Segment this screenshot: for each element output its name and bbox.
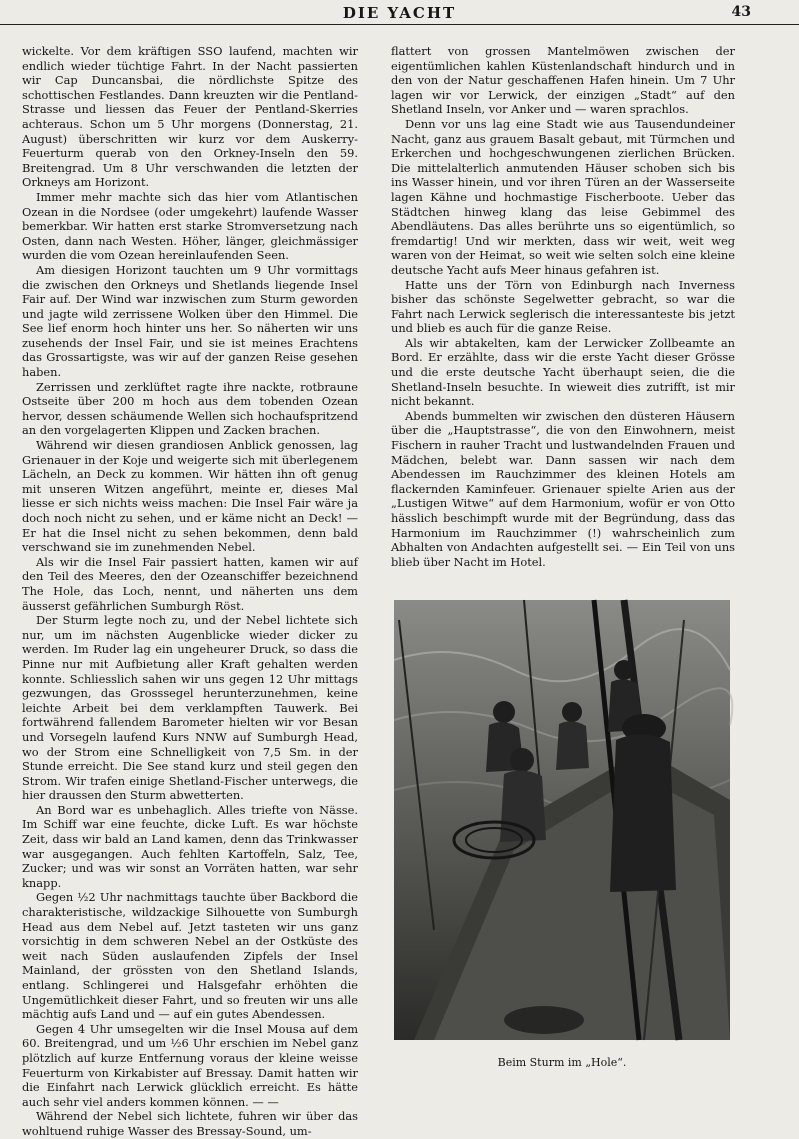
paragraph: Zerrissen und zerklüftet ragte ihre nackte, rotbraune Ostseite über 200 m hoch aus dem tobenden Ozean hervor, dessen schäumende Wellen sich hochaufspritzend an den vorgelagerten Klippen und Zacken brachen.	[22, 379, 358, 438]
left-column	[22, 44, 358, 1138]
paragraph: Denn vor uns lag eine Stadt wie aus Tausendundeiner Nacht, ganz aus grauem Basalt gebaut, mit Türmchen und Erkerchen und hochgeschwungenen zierlichen Brücken. Die mittelalterlich anmutenden Häuser schoben sich bis ins Wasser hinein, und vor ihren Türen an der Wasserseite lagen Kähne und hochmastige Fischerboote. Ueber das Städtchen hinweg klang das leise Gebimmel des Abendläutens. Das alles berührte uns so eigentümlich, so fremdartig! Und wir merkten, dass wir weit, weit weg waren von der Heimat, so weit wie selten solch eine kleine deutsche Yacht aufs Meer hinaus gefahren ist.	[391, 116, 735, 277]
paragraph: Am diesigen Horizont tauchten um 9 Uhr vormittags die zwischen den Orkneys und Shetlands liegende Insel Fair auf. Der Wind war inzwischen zum Sturm geworden und jagte wild zerrissene Wolken über den Himmel. Die See lief enorm hoch hinter uns her. So näherten wir uns zusehends der Insel Fair, und sie ist meines Erachtens das Grossartigste, was wir auf der ganzen Reise gesehen haben.	[22, 262, 358, 380]
figure-caption: Beim Sturm im „Hole“.	[497, 1056, 627, 1069]
photo-illustration	[394, 600, 730, 1040]
page-header	[0, 0, 799, 25]
paragraph: Der Sturm legte noch zu, und der Nebel lichtete sich nur, um im nächsten Augenblicke wieder dicker zu werden. Im Ruder lag ein ungeheurer Druck, so dass die Pinne nur mit Aufbietung aller Kraft gehalten werden konnte. Schliesslich sahen wir uns gegen 12 Uhr mittags gezwungen, das Grosssegel herunterzunehmen, keine leichte Arbeit bei dem verklampften Tauwerk. Bei fortwährend fallendem Barometer hielten wir vor Besan und Vorsegeln laufend Kurs NNW auf Sumburgh Head, wo der Strom eine Schnelligkeit von 7,5 Sm. in der Stunde erreicht. Die See stand kurz und steil gegen den Strom. Wir trafen einige Shetland-Fischer unterwegs, die hier draussen den Sturm abwetterten.	[22, 613, 358, 803]
page-number: 43	[731, 4, 751, 20]
paragraph: wickelte. Vor dem kräftigen SSO laufend, machten wir endlich wieder tüchtige Fahrt. In der Nacht passierten wir Cap Duncansbai, die nördlichste Spitze des schottischen Festlandes. Dann kreuzten wir die Pentland-Strasse und liessen das Feuer der Pentland-Skerries achteraus. Schon um 5 Uhr morgens (Donnerstag, 21. August) überschritten wir kurz vor dem Auskerry-Feuerturm querab von den Orkney-Inseln den 59. Breitengrad. Um 8 Uhr verschwanden die letzten der Orkneys am Horizont.	[22, 44, 358, 190]
paragraph: Als wir die Insel Fair passiert hatten, kamen wir auf den Teil des Meeres, den der Ozeanschiffer bezeichnend The Hole, das Loch, nennt, und näherten uns dem äusserst gefährlichen Sumburgh Röst.	[22, 554, 358, 613]
paragraph: Während wir diesen grandiosen Anblick genossen, lag Grienauer in der Koje und weigerte sich mit überlegenem Lächeln, an Deck zu kommen. Wir hätten ihn oft genug mit unseren Witzen angeführt, meinte er, dieses Mal liesse er sich nichts weiss machen: Die Insel Fair wäre ja doch noch nicht zu sehen, und er käme nicht an Deck! — Er hat die Insel nicht zu sehen bekommen, denn bald verschwand sie im zunehmenden Nebel.	[22, 438, 358, 555]
paragraph: Während der Nebel sich lichtete, fuhren wir über das wohltuend ruhige Wasser des Bressay-Sound, um-	[22, 1109, 358, 1138]
paragraph: An Bord war es unbehaglich. Alles triefte von Nässe. Im Schiff war eine feuchte, dicke Luft. Es war höchste Zeit, dass wir bald an Land kamen, denn das Trinkwasser war ausgegangen. Auch fehlten Kartoffeln, Salz, Tee, Zucker; und was wir sonst an Vorräten hatten, war sehr knapp.	[22, 802, 358, 890]
paragraph: Als wir abtakelten, kam der Lerwicker Zollbeamte an Bord. Er erzählte, dass wir die erste Yacht dieser Grösse und die erste deutsche Yacht überhaupt seien, die die Shetland-Inseln besuchte. In wieweit dies zutrifft, ist mir nicht bekannt.	[391, 335, 735, 409]
right-column	[391, 44, 735, 604]
magazine-title: DIE YACHT	[342, 4, 457, 22]
storm-deck-photo	[394, 600, 730, 1040]
paragraph: flattert von grossen Mantelmöwen zwischen der eigentümlichen kahlen Küstenlandschaft hindurch und in den von der Natur geschaffenen Hafen hinein. Um 7 Uhr lagen wir vor Lerwick, der einzigen „Stadt“ auf den Shetland Inseln, vor Anker und — waren sprachlos.	[391, 44, 735, 117]
paragraph: Immer mehr machte sich das hier vom Atlantischen Ozean in die Nordsee (oder umgekehrt) laufende Wasser bemerkbar. Wir hatten erst starke Stromversetzung nach Osten, dann nach Westen. Höher, länger, gleichmässiger wurden die vom Ozean hereinlaufenden Seen.	[22, 189, 358, 263]
paragraph: Gegen ½2 Uhr nachmittags tauchte über Backbord die charakteristische, wildzackige Silhouette von Sumburgh Head aus dem Nebel auf. Jetzt tasteten wir uns ganz vorsichtig in dem schweren Nebel an der Ostküste des weit nach Süden auslaufenden Zipfels der Insel Mainland, der grössten von den Shetland Islands, entlang. Schlingerei und Halsgefahr erhöhten die Ungemütlichkeit dieser Fahrt, und so freuten wir uns alle mächtig aufs Land und — auf ein gutes Abendessen.	[22, 890, 358, 1022]
paragraph: Abends bummelten wir zwischen den düsteren Häusern über die „Hauptstrasse“, die von den Einwohnern, meist Fischern in rauher Tracht und lustwandelnden Frauen und Mädchen, belebt war. Dann sassen wir nach dem Abendessen im Rauchzimmer des kleinen Hotels am flackernden Kaminfeuer. Grienauer spielte Arien aus der „Lustigen Witwe“ auf dem Harmonium, wofür er von Otto hässlich beschimpft wurde mit der Begründung, dass das Harmonium im Rauchzimmer (!) wahrscheinlich zum Abhalten von Andachten aufgestellt sei. — Ein Teil von uns blieb über Nacht im Hotel.	[391, 408, 735, 569]
paragraph: Gegen 4 Uhr umsegelten wir die Insel Mousa auf dem 60. Breitengrad, und um ½6 Uhr erschien im Nebel ganz plötzlich auf kurze Entfernung voraus der kleine weisse Feuerturm von Kirkabister auf Bressay. Damit hatten wir die Einfahrt nach Lerwick glücklich erreicht. Es hätte auch sehr viel anders kommen können. — —	[22, 1021, 358, 1109]
paragraph: Hatte uns der Törn von Edinburgh nach Inverness bisher das schönste Segelwetter gebracht, so war die Fahrt nach Lerwick seglerisch die interessanteste bis jetzt und blieb es auch für die ganze Reise.	[391, 277, 735, 336]
